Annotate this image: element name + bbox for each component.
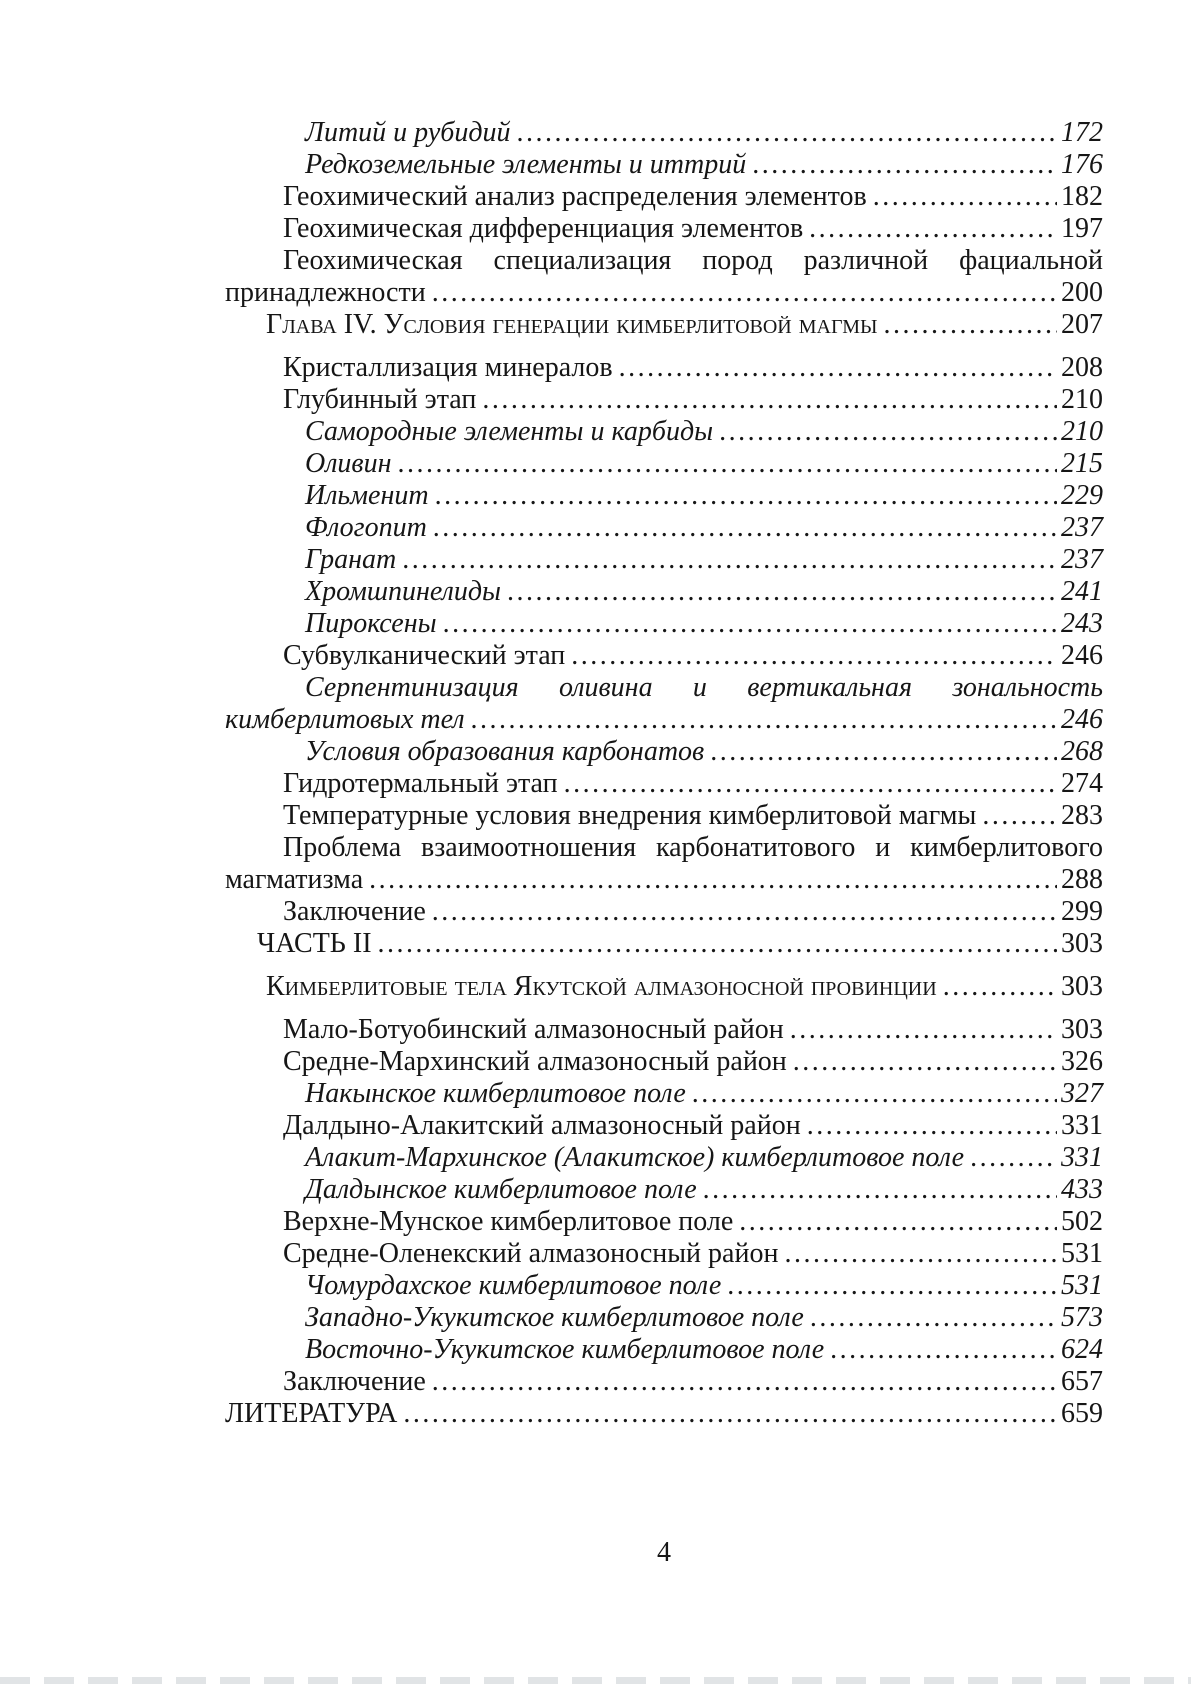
toc-entry — [225, 512, 1103, 544]
toc-entry-title: Верхне-Мунское кимберлитовое поле — [283, 1206, 734, 1237]
toc-entry — [225, 1270, 1103, 1302]
toc-entry-page: 208 — [1061, 352, 1103, 383]
dot-leader-icon — [397, 448, 1057, 480]
dot-leader-icon — [432, 896, 1057, 928]
toc-entry-wrapped-first-line: Проблема взаимоотношения карбонатитового и кимберлитового — [283, 832, 1103, 863]
toc-entry — [225, 480, 1103, 512]
dot-leader-icon — [982, 800, 1057, 832]
dot-leader-icon — [471, 704, 1057, 736]
toc-entry — [225, 1046, 1103, 1078]
toc-entry-page: 327 — [1061, 1078, 1103, 1109]
toc-entry — [225, 277, 1103, 309]
toc-entry-page: 531 — [1061, 1238, 1103, 1269]
dot-leader-icon — [432, 277, 1057, 309]
page-bottom-separator — [0, 1677, 1191, 1684]
toc-entry — [225, 1110, 1103, 1142]
toc-entry-page: 326 — [1061, 1046, 1103, 1077]
toc-entry-page: 657 — [1061, 1366, 1103, 1397]
toc-entry — [225, 149, 1103, 181]
toc-entry-page: 172 — [1061, 117, 1103, 148]
toc-entry-page: 176 — [1061, 149, 1103, 180]
toc-entry-title: кимберлитовых тел — [225, 704, 465, 735]
dot-leader-icon — [378, 928, 1057, 960]
toc-entry — [225, 309, 1103, 341]
toc-entry-title: Оливин — [305, 448, 392, 479]
toc-entry-page: 243 — [1061, 608, 1103, 639]
toc-entry — [225, 213, 1103, 245]
toc-entry-title: Западно-Укукитское кимберлитовое поле — [305, 1302, 804, 1333]
toc-entry-title: Геохимический анализ распределения элементов — [283, 181, 867, 212]
toc-entry-title: Пироксены — [305, 608, 437, 639]
dot-leader-icon — [807, 1110, 1057, 1142]
toc-entry-title: Условия образования карбонатов — [305, 736, 705, 767]
toc-entry-title: Заключение — [283, 896, 426, 927]
toc-entry-title: Геохимическая дифференциация элементов — [283, 213, 804, 244]
toc-entry-page: 268 — [1061, 736, 1103, 767]
toc-entry-title: Литий и рубидий — [305, 117, 511, 148]
toc-entry-title: Хромшпинелиды — [305, 576, 501, 607]
toc-entry-title: Алакит-Мархинское (Алакитское) кимберлитовое поле — [305, 1142, 965, 1173]
toc-entry-title: магматизма — [225, 864, 364, 895]
toc-entry-title: Кимберлитовые тела Якутской алмазоносной провинции — [266, 971, 937, 1002]
toc-entry-title: Мало-Ботуобинский алмазоносный район — [283, 1014, 784, 1045]
toc-entry-title: Флогопит — [305, 512, 427, 543]
toc-entry-title: Средне-Мархинский алмазоносный район — [283, 1046, 787, 1077]
toc-entry — [225, 608, 1103, 640]
toc-entry-page: 433 — [1061, 1174, 1103, 1205]
toc-entry — [225, 384, 1103, 416]
dot-leader-icon — [752, 149, 1057, 181]
toc-entry-page: 303 — [1061, 971, 1103, 1002]
toc-entry — [225, 1366, 1103, 1398]
dot-leader-icon — [793, 1046, 1057, 1078]
toc-entry-title: ЛИТЕРАТУРА — [225, 1398, 398, 1429]
dot-leader-icon — [507, 576, 1057, 608]
toc-entry-page: 624 — [1061, 1334, 1103, 1365]
toc-entry-title: Восточно-Укукитское кимберлитовое поле — [305, 1334, 825, 1365]
toc-entry — [225, 1398, 1103, 1430]
dot-leader-icon — [403, 1398, 1057, 1430]
toc-entry-title: Средне-Оленекский алмазоносный район — [283, 1238, 779, 1269]
toc-entry-title: Гранат — [305, 544, 397, 575]
dot-leader-icon — [517, 117, 1058, 149]
dot-leader-icon — [369, 864, 1057, 896]
dot-leader-icon — [727, 1270, 1057, 1302]
dot-leader-icon — [970, 1142, 1057, 1174]
toc-entry-title: Заключение — [283, 1366, 426, 1397]
toc-entry-title: Самородные элементы и карбиды — [305, 416, 714, 447]
toc-entry — [225, 1078, 1103, 1110]
toc-entry-title: Накынское кимберлитовое поле — [305, 1078, 686, 1109]
toc-entry-wrapped-first-line: Геохимическая специализация пород различной фациальной — [283, 245, 1103, 276]
dot-leader-icon — [710, 736, 1057, 768]
dot-leader-icon — [790, 1014, 1057, 1046]
dot-leader-icon — [943, 971, 1057, 1003]
toc-entry-title: ЧАСТЬ II — [257, 928, 372, 959]
toc-entry-page: 207 — [1061, 309, 1103, 340]
dot-leader-icon — [435, 480, 1057, 512]
toc-entry-title: Субвулканический этап — [283, 640, 566, 671]
dot-leader-icon — [443, 608, 1057, 640]
dot-leader-icon — [571, 640, 1057, 672]
toc-entry — [225, 800, 1103, 832]
toc-entry — [225, 864, 1103, 896]
toc-entry — [225, 352, 1103, 384]
toc-entry-title: Температурные условия внедрения кимберлитовой магмы — [283, 800, 977, 831]
dot-leader-icon — [402, 544, 1057, 576]
toc-entry — [225, 1206, 1103, 1238]
toc-entry-page: 531 — [1061, 1270, 1103, 1301]
toc-entry — [225, 736, 1103, 768]
dot-leader-icon — [619, 352, 1057, 384]
toc-entry — [225, 971, 1103, 1003]
toc-entry-title: Ильменит — [305, 480, 429, 511]
toc-entry-page: 303 — [1061, 1014, 1103, 1045]
table-of-contents — [225, 117, 1103, 1430]
toc-entry-page: 246 — [1061, 640, 1103, 671]
toc-entry-page: 215 — [1061, 448, 1103, 479]
page-number: 4 — [657, 1537, 671, 1568]
dot-leader-icon — [830, 1334, 1057, 1366]
toc-entry-page: 288 — [1061, 864, 1103, 895]
dot-leader-icon — [433, 512, 1057, 544]
toc-entry — [225, 1238, 1103, 1270]
toc-entry-title: Далдынское кимберлитовое поле — [305, 1174, 697, 1205]
dot-leader-icon — [703, 1174, 1057, 1206]
dot-leader-icon — [884, 309, 1058, 341]
toc-entry-page: 237 — [1061, 512, 1103, 543]
dot-leader-icon — [432, 1366, 1057, 1398]
dot-leader-icon — [482, 384, 1057, 416]
toc-entry-title: Редкоземельные элементы и иттрий — [305, 149, 747, 180]
dot-leader-icon — [810, 1302, 1057, 1334]
dot-leader-icon — [692, 1078, 1057, 1110]
toc-entry-page: 229 — [1061, 480, 1103, 511]
toc-entry-page: 237 — [1061, 544, 1103, 575]
toc-entry-page: 182 — [1061, 181, 1103, 212]
toc-entry-page: 331 — [1061, 1110, 1103, 1141]
toc-entry — [225, 544, 1103, 576]
toc-entry-page: 210 — [1061, 416, 1103, 447]
toc-entry — [225, 416, 1103, 448]
dot-leader-icon — [739, 1206, 1057, 1238]
toc-entry — [225, 576, 1103, 608]
toc-entry — [225, 928, 1103, 960]
toc-entry-title: Кристаллизация минералов — [283, 352, 613, 383]
dot-leader-icon — [564, 768, 1057, 800]
toc-entry-title: Далдыно-Алакитский алмазоносный район — [283, 1110, 801, 1141]
toc-entry — [225, 1302, 1103, 1334]
dot-leader-icon — [784, 1238, 1057, 1270]
toc-entry — [225, 896, 1103, 928]
toc-entry-title: принадлежности — [225, 277, 426, 308]
toc-entry — [225, 1014, 1103, 1046]
toc-entry-page: 197 — [1061, 213, 1103, 244]
toc-entry-page: 573 — [1061, 1302, 1103, 1333]
toc-entry-title: Чомурдахское кимберлитовое поле — [305, 1270, 722, 1301]
toc-entry-wrapped-first-line: Серпентинизация оливина и вертикальная зональность — [305, 672, 1103, 703]
dot-leader-icon — [809, 213, 1057, 245]
toc-entry-page: 659 — [1061, 1398, 1103, 1429]
toc-entry-page: 210 — [1061, 384, 1103, 415]
dot-leader-icon — [873, 181, 1057, 213]
toc-entry-title: Гидротермальный этап — [283, 768, 558, 799]
toc-entry-page: 502 — [1061, 1206, 1103, 1237]
toc-entry-page: 303 — [1061, 928, 1103, 959]
toc-entry-page: 283 — [1061, 800, 1103, 831]
toc-entry — [225, 704, 1103, 736]
toc-entry-page: 246 — [1061, 704, 1103, 735]
toc-entry-page: 299 — [1061, 896, 1103, 927]
toc-entry — [225, 448, 1103, 480]
toc-entry-title: Глубинный этап — [283, 384, 477, 415]
toc-entry — [225, 768, 1103, 800]
toc-entry — [225, 1142, 1103, 1174]
toc-entry-title: Глава IV. Условия генерации кимберлитовой магмы — [266, 309, 878, 340]
toc-entry — [225, 181, 1103, 213]
toc-entry — [225, 640, 1103, 672]
toc-entry-page: 200 — [1061, 277, 1103, 308]
toc-entry-page: 274 — [1061, 768, 1103, 799]
toc-entry — [225, 1174, 1103, 1206]
dot-leader-icon — [719, 416, 1057, 448]
toc-entry — [225, 117, 1103, 149]
toc-entry-page: 241 — [1061, 576, 1103, 607]
toc-entry-page: 331 — [1061, 1142, 1103, 1173]
toc-entry — [225, 1334, 1103, 1366]
